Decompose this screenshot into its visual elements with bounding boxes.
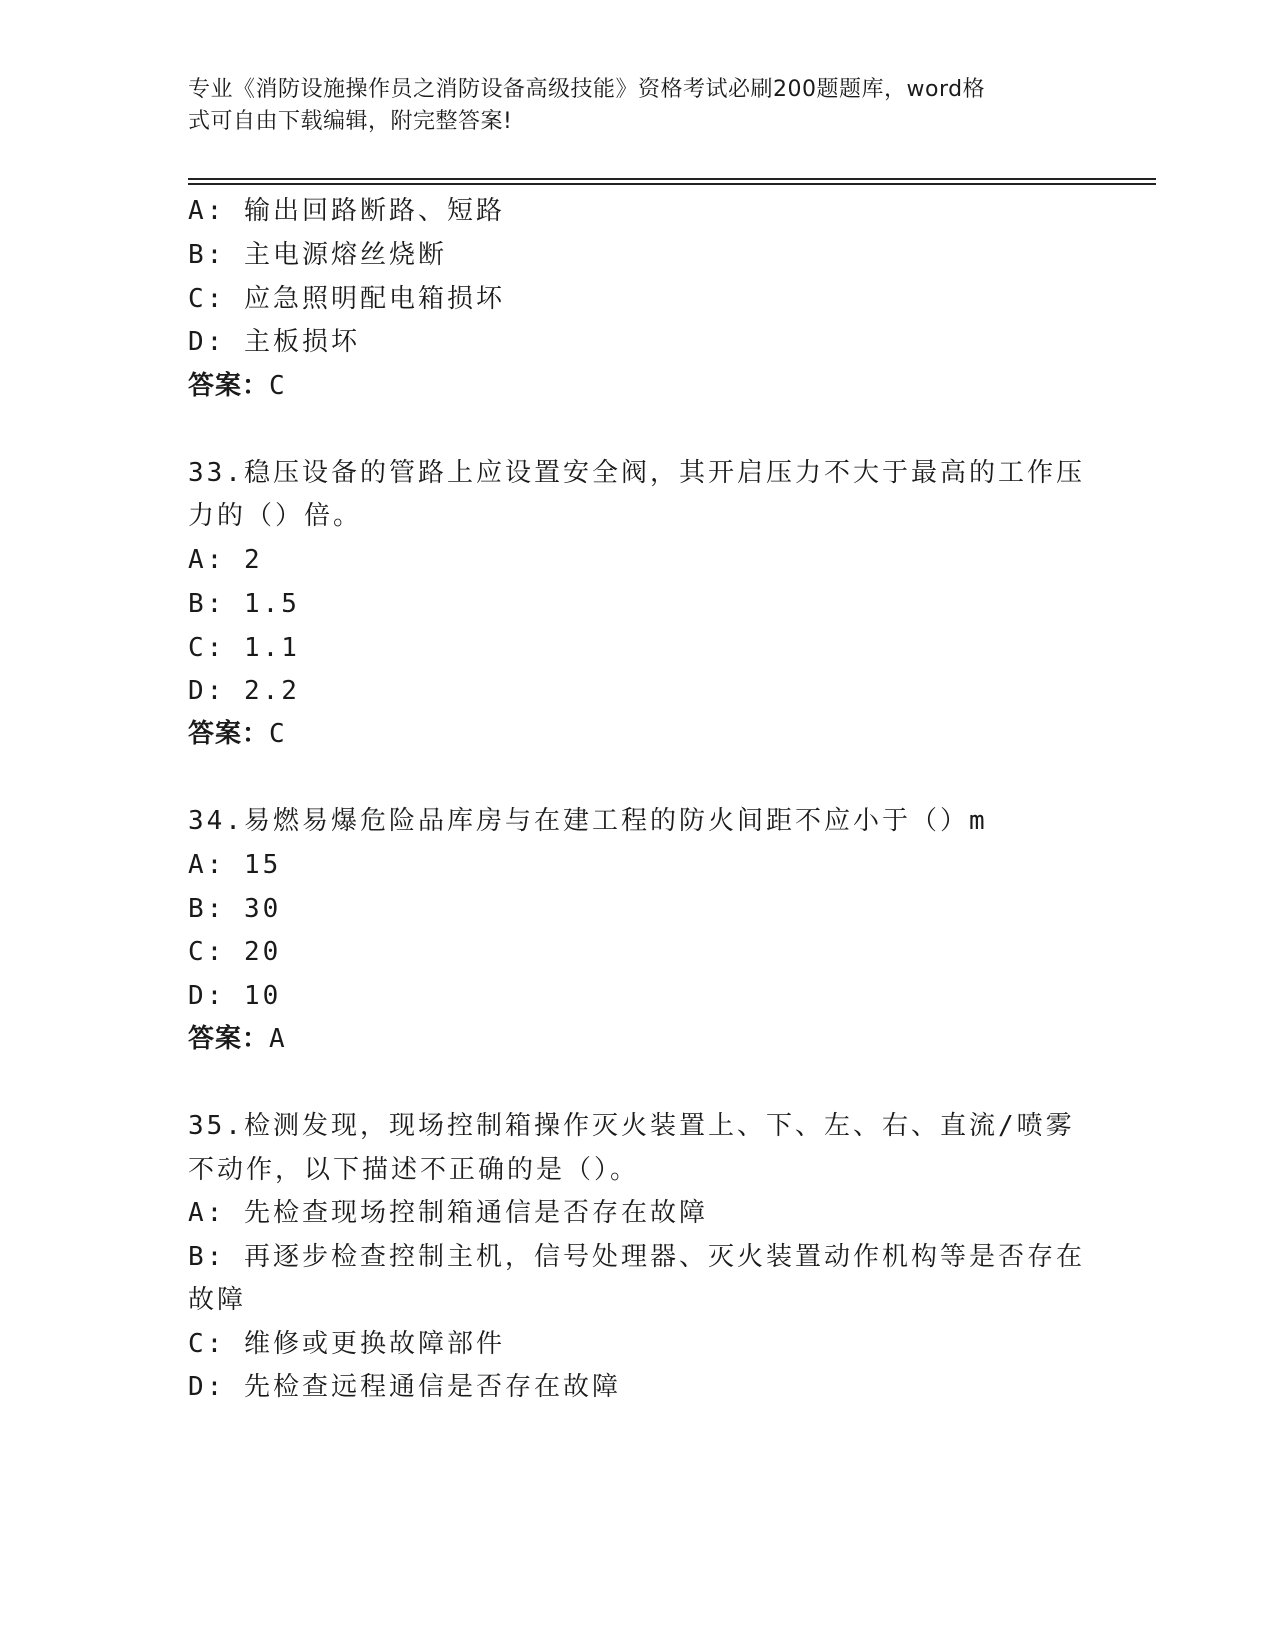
q34-option-a: A: 15: [188, 850, 282, 880]
q32-option-a: A: 输出回路断路、短路: [188, 196, 505, 226]
q33-option-a: A: 2: [188, 545, 263, 575]
q32-option-c: C: 应急照明配电箱损坏: [188, 284, 505, 314]
header-divider-top: [188, 178, 1156, 180]
q35-stem-line-2: 不动作，以下描述不正确的是（）。: [188, 1155, 640, 1185]
q34-option-b: B: 30: [188, 894, 282, 924]
answer-label: 答案：: [188, 719, 270, 749]
q33-option-b: B: 1.5: [188, 589, 300, 619]
answer-label: 答案：: [188, 1024, 270, 1054]
q35-option-d: D: 先检查远程通信是否存在故障: [188, 1372, 621, 1402]
q35-option-b-line-2: 故障: [188, 1285, 247, 1315]
q32-answer: [188, 370, 286, 402]
answer-value: A: [269, 1024, 286, 1054]
q33-option-c: C: 1.1: [188, 633, 300, 663]
q34-stem-line-1: 34.易燃易爆危险品库房与在建工程的防火间距不应小于（）m: [188, 806, 988, 836]
header-line-1: 专业《消防设施操作员之消防设备高级技能》资格考试必刷200题题库，word格: [188, 77, 986, 102]
q33-option-d: D: 2.2: [188, 676, 300, 706]
q32-option-b: B: 主电源熔丝烧断: [188, 240, 447, 270]
q34-answer: [188, 1023, 286, 1055]
q33-stem-line-2: 力的（）倍。: [188, 501, 363, 531]
answer-value: C: [269, 371, 286, 401]
q35-option-b-line-1: B: 再逐步检查控制主机，信号处理器、灭火装置动作机构等是否存在: [188, 1242, 1085, 1272]
header-divider-bottom: [188, 183, 1156, 185]
q35-option-c: C: 维修或更换故障部件: [188, 1329, 505, 1359]
q33-stem-line-1: 33.稳压设备的管路上应设置安全阀，其开启压力不大于最高的工作压: [188, 458, 1085, 488]
q34-option-d: D: 10: [188, 981, 282, 1011]
answer-value: C: [269, 719, 286, 749]
q35-option-a: A: 先检查现场控制箱通信是否存在故障: [188, 1198, 708, 1228]
q32-option-d: D: 主板损坏: [188, 327, 360, 357]
q34-option-c: C: 20: [188, 937, 282, 967]
answer-label: 答案：: [188, 371, 270, 401]
document-header: [188, 74, 1068, 138]
q33-answer: [188, 718, 286, 750]
header-line-2: 式可自由下载编辑，附完整答案!: [188, 109, 513, 134]
q35-stem-line-1: 35.检测发现，现场控制箱操作灭火装置上、下、左、右、直流/喷雾: [188, 1111, 1075, 1141]
